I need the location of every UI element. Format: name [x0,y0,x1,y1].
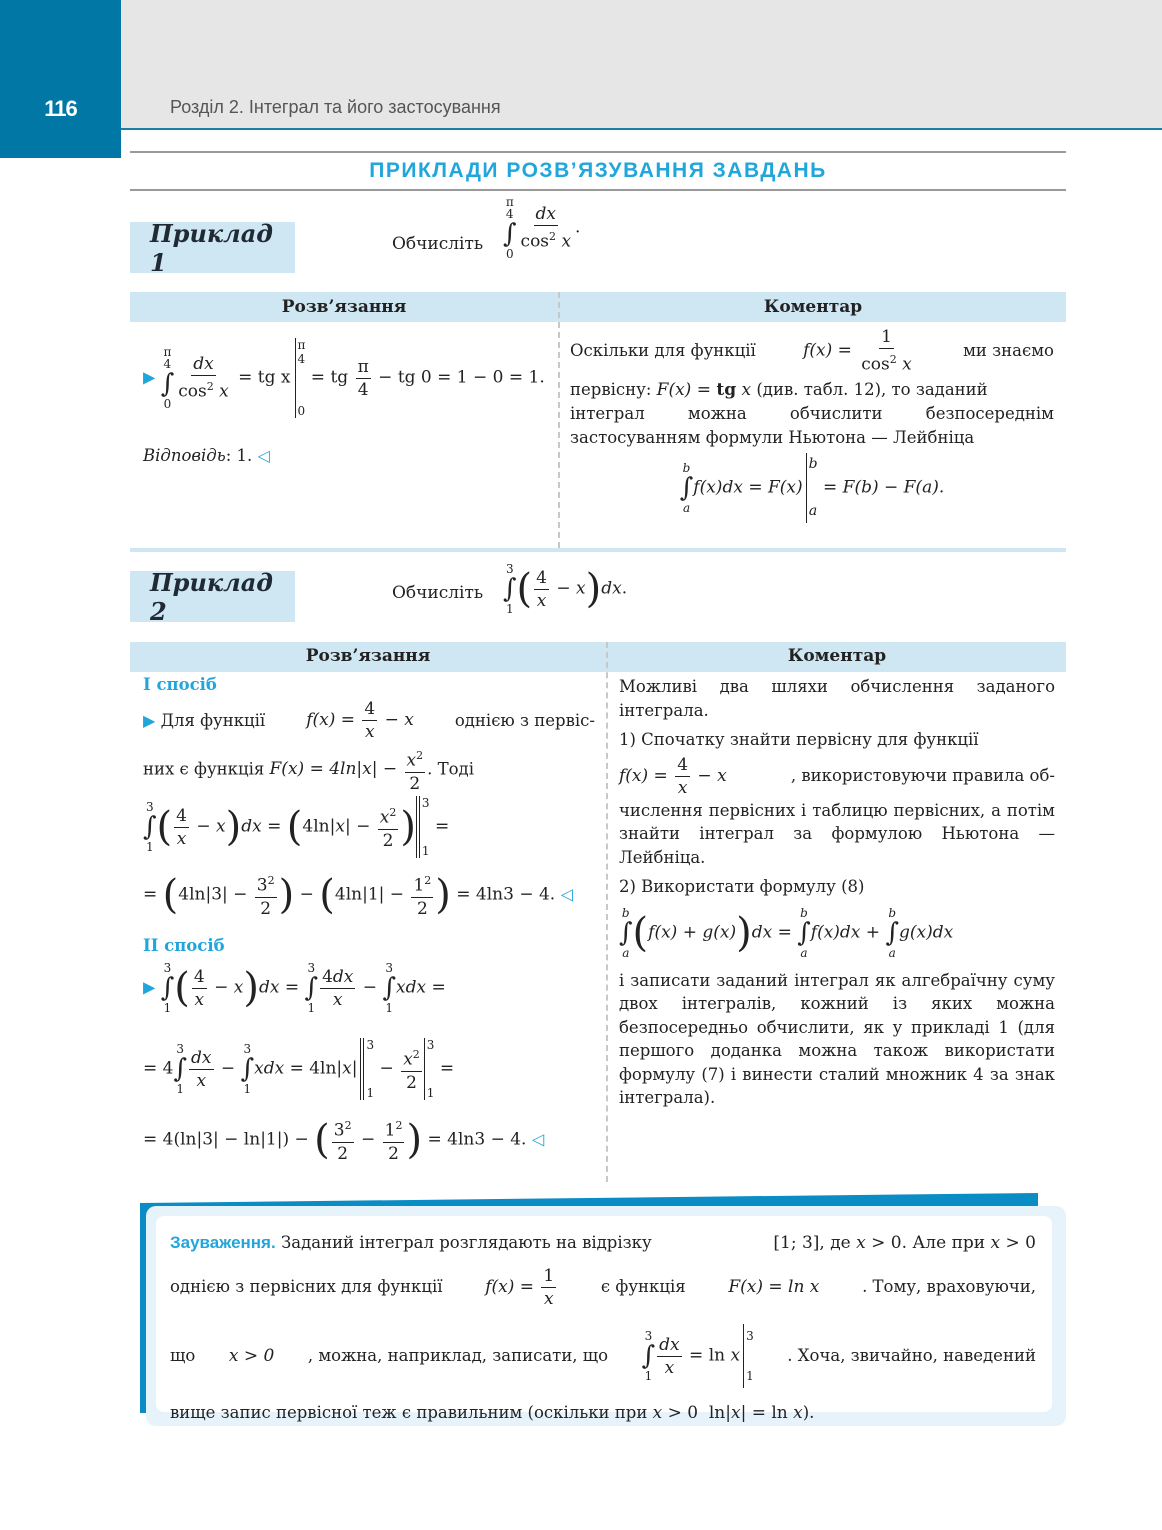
example-2-comment-header: Коментар [787,646,887,666]
method-1-text-d: . Тоді [427,759,474,779]
example-2-badge: Приклад 2 [130,571,295,622]
example-1-bottom-rule [130,548,1066,552]
example-2-comment: Можливі два шляхи обчислення заданого інтеграла. 1) Спочатку знайти первісну для функції f(x) = $\frac{4}{x}$ − x , використовуючи правила об- числення первісних і таблицю первісних, а потім знайти інтеграл за формулою Ньютона — Лейбніца. 2) Використати формулу (8) b ∫ a (f(x) + g(x))dx = b ∫ a f(x)dx + b ∫ a g(x)dx і записати заданий інтеграл як алгебраїчну суму двох інтегралів, кожний із яких можна безпосередньо обчислити, як у прикладі 1 (для першого доданка можна також використати формулу (7) і винести сталий множник 4 за знак інтеграла). [619,675,1055,1110]
method-1-label: I спосіб [143,675,217,694]
page-number: 116 [44,96,77,121]
header-rule [121,128,1162,130]
comment-p2b: , використовуючи правила об- [790,766,1055,786]
note-line-2b: є функція [600,1277,686,1296]
comment-1b: ми знаємо [963,341,1054,361]
method-1-intro: ▶ Для функції f(x) = $\frac{4}{x}$ − x однією з первіс- них є функція F(x) = 4ln|x| − $\frac{x^2}{2}$ . Тоді [143,699,595,794]
note-line-3c: . Хоча, звичайно, наведений [787,1346,1036,1365]
example-1-comment-header: Коментар [763,297,863,317]
comment-p4: і записати заданий інтеграл як алгебраїчну суму двох інтегралів, кожний із яких можна безпосередньо обчислити, як у прикладі 1 (для першого доданка можна також використати формулу (7) і винести сталий множник 4 за знак інтеграла). [619,970,1055,1107]
note-line-4a: вище запис первісної теж є правильним (оскільки при [170,1403,648,1422]
title-rule-bottom [130,189,1066,191]
example-2-column-divider [606,642,608,1182]
comment-p3: 2) Використати формулу (8) [619,877,865,896]
note-text: Зауваження. Заданий інтеграл розглядають на відрізку [1; 3], де x > 0. Але при x > 0 однією з первісних для функції f(x) = $\frac{1}{x}$ є функція F(x) = ln x . Тому, враховуючи, що x > 0 , можна, наприклад, записати, що 3 ∫ 1 $\frac{dx}{x}$ = ln x 3 1 . Хоча, звичайно, наведений вище запис первісної теж є правильним (оскільки при x > 0 ln|x| = ln x ). [170,1233,1036,1423]
method-1-line-1: 3 ∫ 1 ( $\frac{4}{x}$ − x)dx = (4ln|x| − $\frac{x^2}{2}$ ) 3 1 = [143,796,450,858]
example-1-answer: Відповідь: 1. ◁ [143,446,270,465]
example-1-task-label: Обчисліть [392,234,484,254]
method-1-text-b: однією з первіс- [454,710,595,730]
note-line-1a: Заданий інтеграл розглядають на відрізку [280,1233,652,1252]
example-2-task-formula: 3 ∫ 1 ( $\frac{4}{x}$ − x)dx. [503,562,628,616]
method-2-line-2: = 4 3 ∫ 1 $\frac{dx}{x}$ − 3 ∫ 1 xdx = 4ln|x| 3 1 − $\frac{x^2}{2}$ 3 1 = [143,1038,455,1100]
comment-p2c: числення первісних і таблицю первісних, а потім знайти інтеграл за формулою Ньютона — Лейбніца. [619,800,1055,867]
note-line-1c: . Але при [901,1233,986,1253]
method-1-text-c: них є функція [143,759,265,779]
example-2-solution-header: Розв’язання [305,646,431,666]
example-1-badge: Приклад 1 [130,222,295,273]
example-1-column-divider [558,292,560,548]
note-label: Зауваження. [170,1233,276,1252]
example-1-tg-result: = tg x [238,367,291,388]
title-rule-top [130,151,1066,153]
comment-p2a: 1) Спочатку знайти первісну для функції [619,730,979,749]
example-2-task-label: Обчисліть [392,583,484,603]
newton-leibniz-formula: b ∫ a f(x)dx = F(x) b a = F(b) − F(a). [570,453,1054,523]
method-1-line-2: = (4ln|3| − $\frac{3^2}{2}$ ) − (4ln|1| − $\frac{1^2}{2}$ ) = 4ln3 − 4. ◁ [143,871,573,919]
note-line-3b: , можна, наприклад, записати, що [307,1346,609,1365]
method-2-line-1: ▶ 3 ∫ 1 ( $\frac{4}{x}$ − x)dx = 3 ∫ 1 $\frac{4dx}{x}$ − 3 ∫ 1 xdx = [143,961,446,1015]
comment-1a: Оскільки для функції [570,341,756,361]
example-1-task-formula: π 4 ∫ 0 $\frac{dx}{\cos^2 x}$ . [503,195,581,261]
note-line-4b: ). [802,1403,815,1422]
comment-2b: (див. табл. 12), то заданий [756,379,988,399]
page-number-tab [0,0,121,158]
method-2-line-3: = 4(ln|3| − ln|1|) − ( $\frac{3^2}{2}$ − $\frac{1^2}{2}$ ) = 4ln3 − 4. ◁ [143,1116,545,1164]
answer-label: Відповідь [143,446,226,465]
comment-3: інтеграл можна обчислити безпосереднім застосуванням формули Ньютона — Лейбніца [570,404,1054,447]
method-2-label: II спосіб [143,936,225,955]
formula-8: b ∫ a (f(x) + g(x))dx = b ∫ a f(x)dx + b ∫ a g(x)dx [619,905,954,960]
note-line-3a: що [170,1346,196,1365]
example-1-solution-header: Розв’язання [281,297,407,317]
method-1-text-a: Для функції [160,710,266,730]
note-line-2a: однією з первісних для функції [170,1277,443,1296]
example-1-solution-formula: ▶ π 4 ∫ 0 $\frac{dx}{\cos^2 x}$ = tg x π 4 0 = tg $\frac{\pi}{4}$ − tg 0 = 1 − 0 = 1. [143,338,545,418]
section-title: ПРИКЛАДИ РОЗВ’ЯЗУВАННЯ ЗАВДАНЬ [369,159,827,182]
comment-2a: первісну: [570,379,652,399]
note-line-2c: . Тому, враховуючи, [862,1277,1036,1296]
example-1-comment: Оскільки для функції f(x) = $\frac{1}{\cos^2 x}$ ми знаємо первісну: F(x) = tg x (див. табл. 12), то заданий інтеграл можна обчислити безпосереднім застосуванням формули Ньютона — Лейбніца b ∫ a f(x)dx = F(x) b a = F(b) − F(a). [570,326,1054,523]
answer-value: : 1. [225,446,253,465]
comment-p1: Можливі два шляхи обчислення заданого інтеграла. [619,677,1055,720]
chapter-title: Розділ 2. Інтеграл та його застосування [170,97,501,117]
note-line-1b: , де [819,1233,851,1253]
